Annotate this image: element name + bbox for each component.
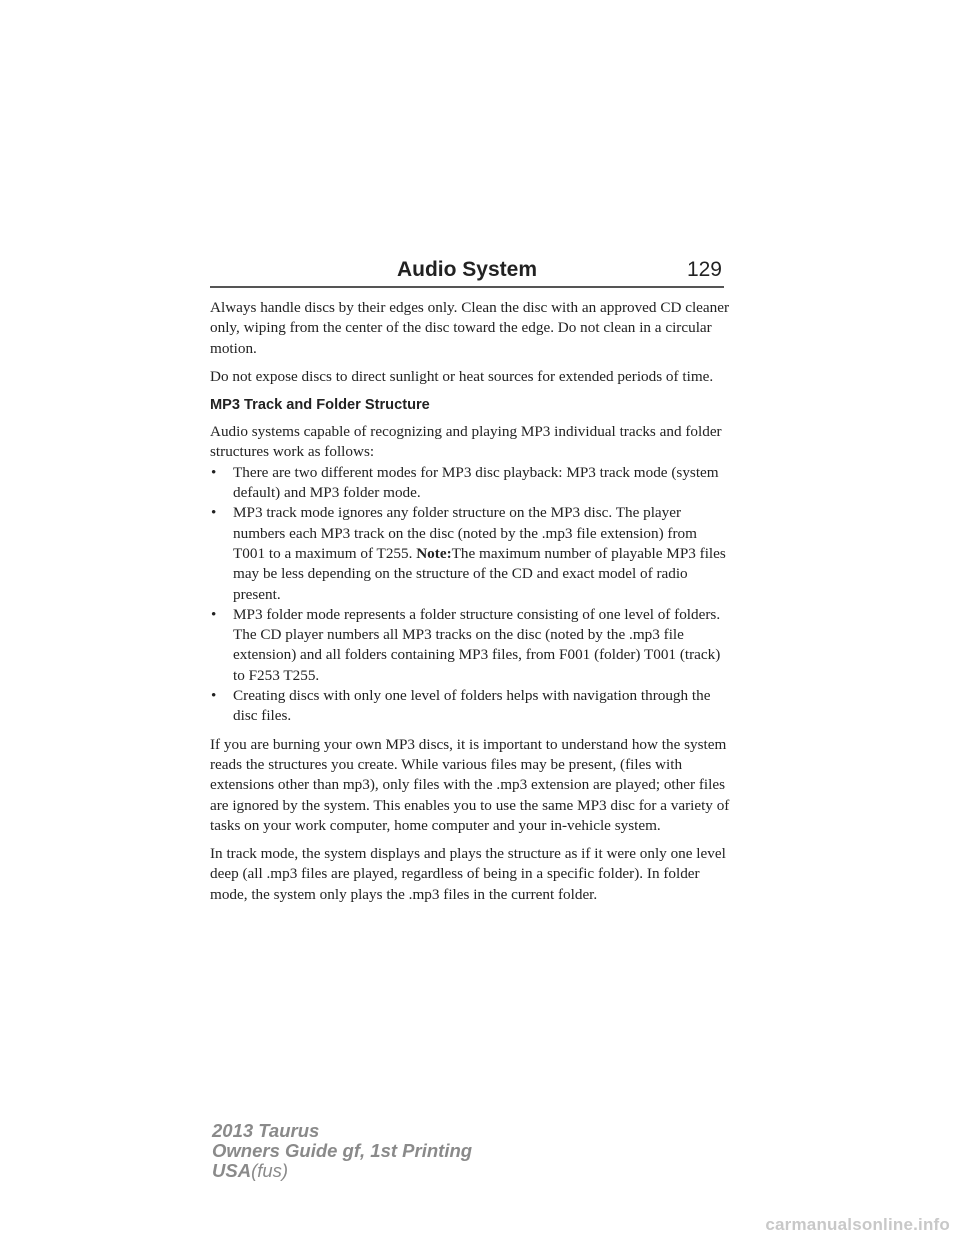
paragraph-disc-handling: Always handle discs by their edges only. Clean the disc with an approved CD cleaner only, wiping from the center of the disc toward the edge. Do not clean in a circular motion. bbox=[210, 299, 730, 357]
list-item bbox=[210, 605, 730, 686]
bullet-icon: • bbox=[211, 504, 217, 522]
list-item-text: There are two different modes for MP3 disc playback: MP3 track mode (system default) and MP3 folder mode. bbox=[233, 463, 719, 502]
list-item bbox=[210, 503, 730, 604]
header-divider bbox=[210, 286, 724, 288]
list-item-text: MP3 track mode ignores any folder structure on the MP3 disc. The player numbers each MP3 track on the disc (noted by the .mp3 file extension) from T001 to a maximum of T255. bbox=[233, 504, 697, 562]
page-number: 129 bbox=[686, 258, 722, 281]
document-footer bbox=[212, 1121, 472, 1181]
list-item-text: Creating discs with only one level of folders helps with navigation through the disc files. bbox=[233, 687, 711, 725]
note-label: Note: bbox=[416, 544, 452, 562]
list-item-text: MP3 folder mode represents a folder structure consisting of one level of folders. The CD player numbers all MP3 tracks on the disc (noted by the .mp3 file extension) and all folders containing MP3 files, from F001 (folder) T001 (track) to F253 T255. bbox=[233, 605, 721, 684]
list-item bbox=[210, 463, 730, 504]
page-body bbox=[210, 298, 730, 913]
bullet-icon: • bbox=[211, 463, 217, 481]
note-text: The maximum number of playable MP3 files may be less depending on the structure of the CD and exact model of radio present. bbox=[233, 544, 726, 603]
section-heading: MP3 Track and Folder Structure bbox=[210, 397, 430, 414]
footer-region bbox=[212, 1161, 472, 1181]
paragraph-sunlight-warning: Do not expose discs to direct sunlight or heat sources for extended periods of time. bbox=[210, 367, 714, 385]
paragraph-track-folder-mode: In track mode, the system displays and plays the structure as if it were only one level deep (all .mp3 files are played, regardless of being in a specific folder). In folder mode, the system only plays the .mp3 files in the current folder. bbox=[210, 845, 726, 903]
paragraph-burning-discs: If you are burning your own MP3 discs, it is important to understand how the system reads the structures you create. While various files may be present, (files with extensions other than mp3), only files with the .mp3 extension are played; other files are ignored by the system. This enables you to use the same MP3 disc for a variety of tasks on your work computer, home computer and your in-vehicle system. bbox=[210, 735, 730, 834]
page-header bbox=[210, 256, 724, 288]
footer-region-code: (fus) bbox=[251, 1160, 289, 1181]
watermark: carmanualsonline.info bbox=[765, 1215, 950, 1234]
bullet-icon: • bbox=[211, 605, 217, 623]
footer-country: USA bbox=[212, 1160, 252, 1181]
section-title: Audio System bbox=[396, 258, 538, 281]
bullet-list bbox=[210, 463, 730, 727]
footer-edition: Owners Guide gf, 1st Printing bbox=[212, 1140, 473, 1161]
list-item bbox=[210, 686, 730, 727]
bullet-icon: • bbox=[211, 687, 217, 705]
paragraph-intro: Audio systems capable of recognizing and playing MP3 individual tracks and folder structures work as follows: bbox=[210, 423, 722, 461]
footer-model: 2013 Taurus bbox=[212, 1120, 320, 1141]
